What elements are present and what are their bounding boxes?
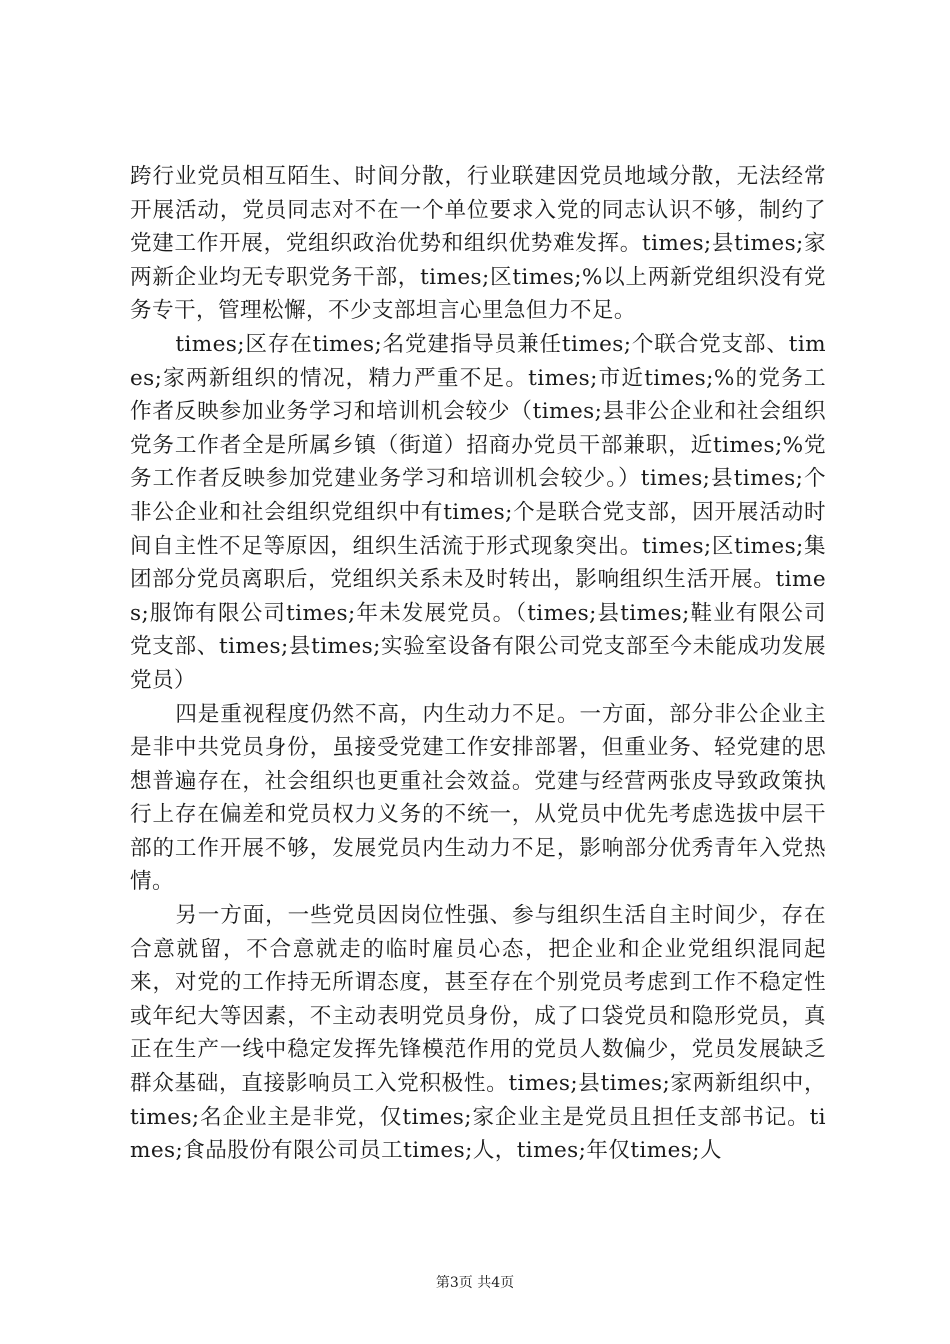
page-footer: 第3页 共4页 [435,1275,515,1291]
paragraph-3: 四是重视程度仍然不高，内生动力不足。一方面，部分非公企业主是非中共党员身份，虽接受党建工作安排部署，但重业务、轻党建的思想普遍存在，社会组织也更重社会效益。党建与经营两张皮导致政策执行上存在偏差和党员权力义务的不统一，从党员中优先考虑选拔中层干部的工作开展不够，发展党员内生动力不足，影响部分优秀青年入党热情。 [130,701,826,895]
paragraph-1: 跨行业党员相互陌生、时间分散，行业联建因党员地域分散，无法经常开展活动，党员同志对不在一个单位要求入党的同志认识不够，制约了党建工作开展，党组织政治优势和组织优势难发挥。times;县times;家两新企业均无专职党务干部，times;区times;%以上两新党组织没有党务专干，管理松懈，不少支部坦言心里急但力不足。 [130,164,826,324]
paragraph-4: 另一方面，一些党员因岗位性强、参与组织生活自主时间少，存在合意就留，不合意就走的临时雇员心态，把企业和企业党组织混同起来，对党的工作持无所谓态度，甚至存在个别党员考虑到工作不稳定性或年纪大等因素，不主动表明党员身份，成了口袋党员和隐形党员，真正在生产一线中稳定发挥先锋模范作用的党员人数偏少，党员发展缺乏群众基础，直接影响员工入党积极性。times;县times;家两新组织中，times;名企业主是非党，仅times;家企业主是党员且担任支部书记。times;食品股份有限公司员工times;人，times;年仅times;人 [130,903,826,1164]
paragraph-2: times;区存在times;名党建指导员兼任times;个联合党支部、times;家两新组织的情况，精力严重不足。times;市近times;%的党务工作者反映参加业务学习和培训机会较少（times;县非公企业和社会组织党务工作者全是所属乡镇（街道）招商办党员干部兼职，近times;%党务工作者反映参加党建业务学习和培训机会较少。）times;县times;个非公企业和社会组织党组织中有times;个是联合党支部，因开展活动时间自主性不足等原因，组织生活流于形式现象突出。times;区times;集团部分党员离职后，党组织关系未及时转出，影响组织生活开展。times;服饰有限公司times;年未发展党员。（times;县times;鞋业有限公司党支部、times;县times;实验室设备有限公司党支部至今未能成功发展党员） [130,331,826,693]
body-text [130,160,826,1168]
